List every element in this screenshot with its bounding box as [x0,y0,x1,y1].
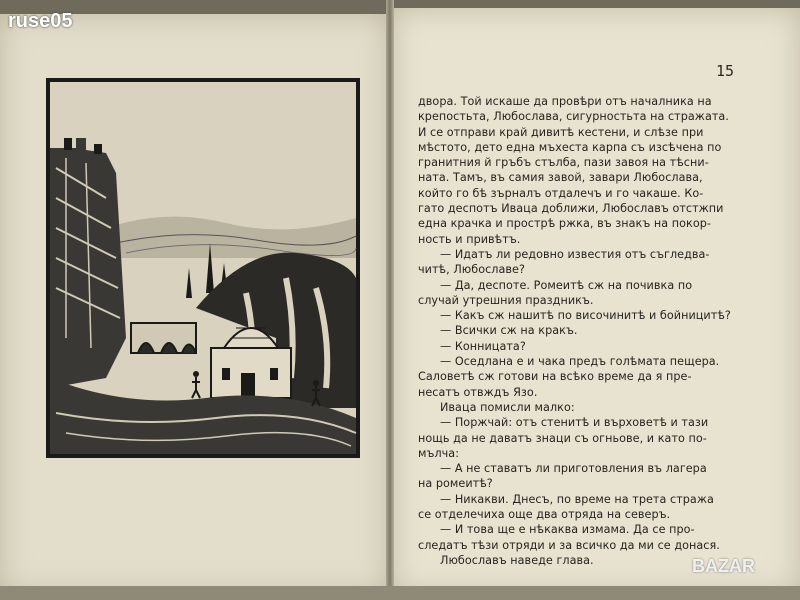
text-line: — И това ще е нѣкаква измама. Да се про- [440,523,695,537]
text-line: мълча: [418,446,460,460]
brand-watermark: BAZAR [692,556,755,576]
text-line: — Никакви. Днесъ, по време на трета стража [440,492,714,506]
text-line: читѣ, Любославе? [418,263,525,277]
text-line: ность и привѣтъ. [418,232,521,246]
watermark-text: ruse05 [8,10,73,32]
page-number: 15 [716,62,735,80]
woodcut-fortress-illustration [46,78,360,458]
text-line: нощь да не даватъ знаци съ огньове, и като по- [418,431,707,445]
text-line: една крачка и прострѣ ржка, въ знакъ на покор- [418,217,711,231]
text-line: двора. Той искаше да провѣри отъ началника на [418,95,712,108]
text-line: се отделечиха още два отряда на северъ. [418,508,671,522]
text-line: Любославъ наведе глава. [440,553,594,567]
text-line: — Какъ сж нашитѣ по височинитѣ и бойницитѣ? [440,309,731,323]
text-line: — Конницата? [440,339,526,353]
text-line: Иваца помисли малко: [440,400,575,414]
text-line: гато деспотъ Иваца доближи, Любославъ отстжпи [418,202,724,216]
table-surface [0,586,800,600]
text-line: ната. Тамъ, въ самия завой, завари Любослава, [418,171,703,185]
text-line: случай утрешния праздникъ. [418,293,594,307]
text-line: несатъ отвждъ Язо. [418,385,538,399]
text-line: следатъ тѣзи отряди и за всичко да ми се донася. [418,538,720,552]
text-line: И се отправи край дивитѣ кестени, и слѣзе при [418,125,704,139]
text-line: мѣстото, дето една мъхеста карпа съ изсѣчена по [418,140,722,154]
text-line: — Поржчай: отъ стенитѣ и върховетѣ и тази [440,416,709,430]
text-line: на ромеитѣ? [418,477,493,491]
text-line: — Всички сж на кракъ. [440,324,578,338]
book-gutter [386,0,394,600]
text-line: — Оседлана е и чака предъ голѣмата пещера. [440,355,720,369]
text-line: — Да, деспоте. Ромеитѣ сж на почивка по [440,278,693,292]
illustration-graphic [46,78,360,458]
text-line: Саловетѣ сж готови на всѣко време да я пре- [418,370,692,384]
text-line: крепостьта, Любослава, сигурностьта на стражата. [418,110,729,124]
text-line: — А не ставатъ ли приготовления въ лагера [440,462,707,476]
text-line: гранитния й гръбъ стълба, пази завоя на тѣсни- [418,156,709,170]
page-text-body [418,94,792,568]
text-line: който го бѣ зърналъ отдалечъ и го чакаше. Ко- [418,186,704,200]
text-line: — Идатъ ли редовно известия отъ съгледва- [440,247,710,261]
